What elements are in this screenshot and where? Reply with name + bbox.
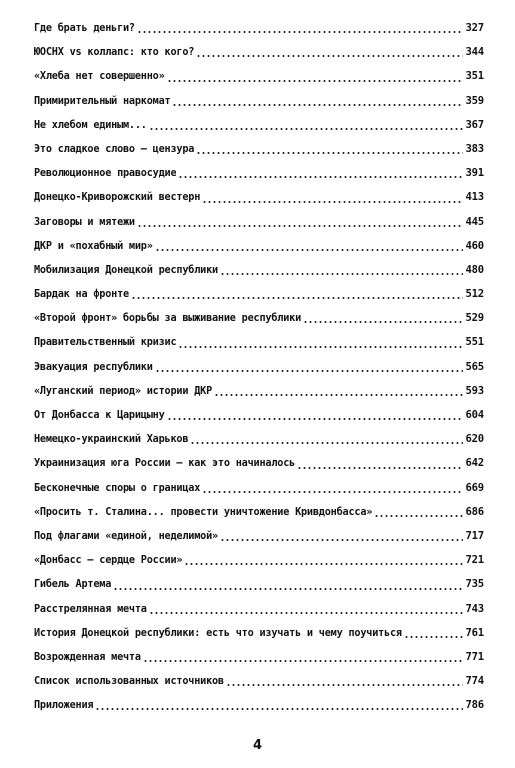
toc-entry-title: Немецко-украинский Харьков: [34, 434, 189, 446]
dot-leader: [202, 491, 463, 493]
toc-entry-page: 604: [465, 409, 484, 421]
toc-entry: [34, 355, 484, 379]
dot-leader: [131, 297, 464, 299]
toc-entry: [34, 597, 484, 621]
toc-entry: [34, 693, 484, 717]
toc-entry: [34, 282, 484, 306]
dot-leader: [167, 418, 464, 420]
dot-leader: [178, 346, 463, 348]
dot-leader: [202, 201, 463, 203]
table-of-contents: [34, 16, 484, 717]
toc-entry: [34, 210, 484, 234]
dot-leader: [149, 612, 464, 614]
toc-entry-page: 512: [465, 288, 484, 301]
toc-entry: [34, 161, 484, 185]
toc-entry: [34, 16, 484, 40]
dot-leader: [196, 55, 463, 57]
toc-entry-page: 771: [465, 650, 484, 663]
toc-entry: [34, 645, 484, 669]
toc-entry-title: «Второй фронт» борьбы за выживание республики: [34, 313, 302, 325]
toc-entry-page: 445: [465, 215, 484, 228]
toc-entry: [34, 572, 484, 596]
dot-leader: [303, 321, 463, 323]
toc-entry-page: 735: [465, 578, 484, 591]
toc-entry-page: 351: [465, 70, 484, 83]
toc-entry-title: Заговоры и мятежи: [34, 216, 135, 228]
toc-entry-title: Гибель Артема: [34, 579, 112, 591]
toc-entry-page: 717: [465, 529, 484, 542]
toc-entry-title: Эвакуация республики: [34, 361, 153, 373]
page-number: 4: [252, 738, 263, 753]
toc-entry-title: «Луганский период» истории ДКР: [34, 385, 213, 397]
toc-entry-title: Расстрелянная мечта: [34, 603, 147, 615]
toc-entry-title: «Хлеба нет совершенно»: [34, 71, 165, 83]
dot-leader: [190, 442, 463, 444]
dot-leader: [172, 104, 463, 106]
toc-entry: [34, 403, 484, 427]
dot-leader: [178, 176, 463, 178]
toc-entry: [34, 113, 484, 137]
toc-entry: [34, 185, 484, 209]
toc-entry-title: ДКР и «похабный мир»: [34, 240, 153, 252]
toc-entry-page: 383: [465, 142, 484, 155]
toc-entry-page: 480: [465, 263, 484, 276]
toc-entry-page: 743: [465, 602, 484, 615]
toc-entry-title: Бесконечные споры о границах: [34, 482, 201, 494]
toc-entry-title: Список использованных источников: [34, 676, 224, 688]
dot-leader: [226, 684, 464, 686]
toc-entry-title: «Просить т. Сталина... провести уничтожение Кривдонбасса»: [34, 506, 373, 518]
toc-entry-title: Правительственный кризис: [34, 337, 177, 349]
toc-entry-title: Бардак на фронте: [34, 289, 129, 301]
dot-leader: [143, 660, 464, 662]
toc-entry-page: 413: [465, 191, 484, 204]
toc-entry-page: 593: [465, 384, 484, 397]
dot-leader: [155, 370, 464, 372]
toc-entry-title: Возрожденная мечта: [34, 651, 141, 663]
dot-leader: [137, 31, 464, 33]
toc-entry: [34, 476, 484, 500]
dot-leader: [297, 467, 463, 469]
toc-entry-title: Украинизация юга России – как это начиналось: [34, 458, 296, 470]
toc-entry: [34, 330, 484, 354]
toc-entry-title: Примирительный наркомат: [34, 95, 171, 107]
dot-leader: [155, 249, 464, 251]
toc-entry-page: 642: [465, 457, 484, 470]
dot-leader: [214, 394, 463, 396]
toc-entry: [34, 258, 484, 282]
toc-entry: [34, 427, 484, 451]
toc-entry-page: 721: [465, 554, 484, 567]
dot-leader: [404, 636, 464, 638]
toc-entry: [34, 89, 484, 113]
toc-entry-page: 565: [465, 360, 484, 373]
toc-entry: [34, 306, 484, 330]
toc-entry: [34, 137, 484, 161]
dot-leader: [149, 128, 464, 130]
toc-entry-title: Революционное правосудие: [34, 168, 177, 180]
toc-entry: [34, 548, 484, 572]
dot-leader: [167, 80, 464, 82]
toc-entry: [34, 234, 484, 258]
dot-leader: [374, 515, 463, 517]
toc-entry: [34, 451, 484, 475]
toc-entry: [34, 40, 484, 64]
toc-entry: [34, 500, 484, 524]
toc-entry: [34, 621, 484, 645]
toc-entry-page: 460: [465, 239, 484, 252]
dot-leader: [184, 563, 463, 565]
dot-leader: [220, 539, 464, 541]
toc-entry-page: 761: [465, 626, 484, 639]
toc-entry-page: 620: [465, 433, 484, 446]
toc-entry-title: История Донецкой республики: есть что изучать и чему поучиться: [34, 627, 402, 639]
toc-entry-title: Под флагами «единой, неделимой»: [34, 530, 218, 542]
toc-entry-page: 686: [465, 505, 484, 518]
toc-entry-title: Мобилизация Донецкой республики: [34, 264, 218, 276]
toc-entry-title: Приложения: [34, 700, 94, 712]
dot-leader: [95, 708, 463, 710]
dot-leader: [137, 225, 464, 227]
toc-entry-page: 774: [465, 675, 484, 688]
toc-entry-page: 391: [465, 167, 484, 180]
toc-entry-page: 669: [465, 481, 484, 494]
dot-leader: [196, 152, 463, 154]
toc-entry-page: 551: [465, 336, 484, 349]
toc-entry-title: «Донбасс – сердце России»: [34, 555, 183, 567]
toc-entry-page: 786: [465, 699, 484, 712]
toc-entry-page: 344: [465, 46, 484, 59]
toc-entry: [34, 524, 484, 548]
toc-entry: [34, 669, 484, 693]
toc-entry-page: 367: [465, 118, 484, 131]
toc-entry-title: Где брать деньги?: [34, 23, 135, 34]
toc-entry-page: 327: [465, 22, 484, 34]
toc-entry-page: 359: [465, 94, 484, 107]
dot-leader: [113, 588, 463, 590]
toc-entry: [34, 64, 484, 88]
toc-entry-title: ЮОСНХ vs коллапс: кто кого?: [34, 47, 195, 59]
toc-entry: [34, 379, 484, 403]
toc-entry-page: 529: [465, 312, 484, 325]
toc-entry-title: От Донбасса к Царицыну: [34, 410, 165, 421]
toc-entry-title: Это сладкое слово – цензура: [34, 143, 195, 155]
dot-leader: [220, 273, 464, 275]
toc-entry-title: Не хлебом единым...: [34, 119, 147, 131]
toc-entry-title: Донецко-Криворожский вестерн: [34, 192, 201, 204]
